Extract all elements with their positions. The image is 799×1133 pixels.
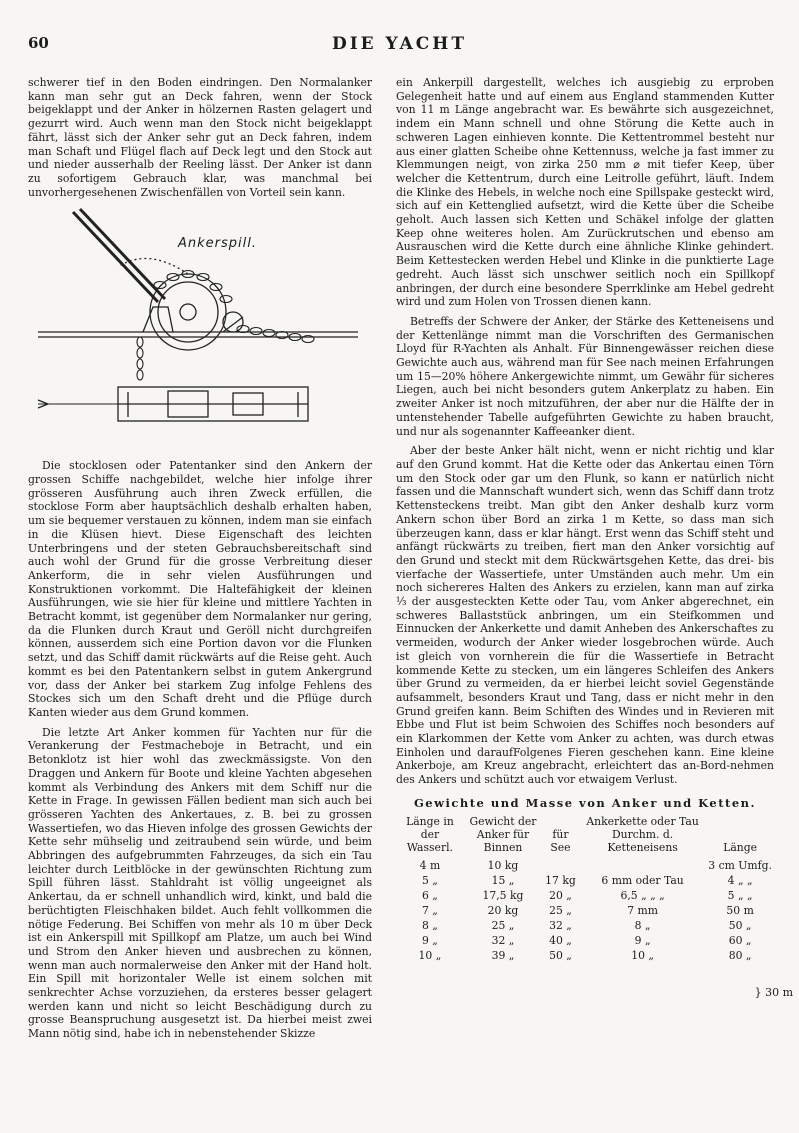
weights-table: [396, 815, 774, 963]
paragraph: Betreffs der Schwere der Anker, der Stärke des Ketteneisens und der Kettenlänge nimmt man die Vorschriften des Germanischen Lloyd für R-Yachten als Anhalt. Für Binnengewässer reichen diese Gewichte auch aus, während man für See nach meinen Erfahrungen um 15—20% höhere Ankergewichte nimmt, um Gewähr für sicheres Liegen, auch bei nicht besonders gutem Ankerplatz zu haben. Ein zweiter Anker ist noch mitzuführen, der aber nur die Hälfte der in untenstehender Tabelle aufgeführten Gewichte zu haben braucht, und nur als sogenannter Kaffeeanker dient.: [396, 314, 774, 438]
bracket-note: } 30 m: [754, 986, 793, 999]
table-row: [396, 933, 774, 948]
page-number: 60: [28, 34, 49, 52]
header-weight-inland: Gewicht der Anker für Binnen: [469, 814, 537, 854]
cell-inland: 20 kg: [487, 903, 519, 917]
cell-sea: 40 „: [549, 933, 572, 947]
cell-diameter: 8 „: [634, 918, 651, 932]
cell-inland: 15 „: [491, 873, 515, 887]
paragraph: schwerer tief in den Boden eindringen. Den Normalanker kann man sehr gut an Deck fahren, wenn der Stock beigeklappt und der Anker in hölzernen Rasten gelagert und gezurrt wird. Auch wenn man den Stock nicht beigeklappt fährt, lässt sich der Anker sehr gut an Deck fahren, indem man Schaft und Flügel flach auf Deck legt und den Stock aut und nieder ausserhalb der Reeling lässt. Der Anker ist dann zu sofortigem Gebrauch klar, was manchmal bei unvorhergesehenen Zwischenfällen von Vorteil sein kann.: [28, 76, 372, 199]
paragraph: Die letzte Art Anker kommen für Yachten nur für die Verankerung der Festmacheboje in Betracht, und ein Betonklotz ist hier wohl das zweckmässigste. Von den Draggen und Ankern für Boote und kleine Yachten abgesehen kommt als Verbindung des Ankers mit dem Schiff nur die Kette in Frage. In gewissen Fällen bedient man sich auch bei grösseren Yachten des Ankertaues, z. B. bei zu grossen Wassertiefen, wo das Hieven infolge des grossen Gewichts der Kette sehr mühselig und zeitraubend sein würde, und beim Abbringen des aufgebrummten Fahrzeuges, da sich ein Tau leichter durch Leitblöcke in der gewünschten Richtung zum Spill führen lässt. Stahldraht ist völlig ungeeignet als Ankertau, da er schnell unhandlich wird, kinkt, und bald die berüchtigten Fleischhaken bildet. Auch fehlt vollkommen die nötige Federung. Bei Schiffen von mehr als 10 m über Deck ist ein Ankerspill mit Spillkopf am Platze, um auch bei Wind und Strom den Anker hieven und ausbrechen zu können, wenn man auch normalerweise den Anker mit der Hand holt. Ein Spill mit horizontaler Welle ist einem solchen mit senkrechter Achse vorzuziehen, da ersteres besser gelagert werden kann und nicht so leicht Beschädigung durch zu grosse Beanspruchung ausgesetzt ist. Da hierbei meist zwei Mann nötig sind, habe ich in nebenstehender Skizze: [28, 725, 372, 1041]
figure-caption: Ankerspill.: [178, 236, 257, 252]
table-row: [396, 858, 774, 873]
cell-inland: 25 „: [491, 918, 515, 932]
cell-sea: 17 kg: [545, 873, 576, 887]
cell-sea: 25 „: [549, 903, 572, 917]
left-column: [28, 76, 372, 1047]
header-weight-sea: für See: [550, 827, 571, 854]
table-row: [396, 873, 774, 888]
paragraph: ein Ankerpill dargestellt, welches ich ausgiebig zu erproben Gelegenheit hatte und auf einem aus England stammenden Kutter von 11 m Länge angebracht war. Es bewährte sich ausgezeichnet, indem ein Mann schnell und ohne Störung die Kette auch in schweren Lagen einhieven konnte. Die Kettentrommel besteht nur aus einer glatten Scheibe ohne Kettennuss, welche ja fast immer zu Klemmungen neigt, von zirka 250 mm ⌀ mit tiefer Keep, über welcher die Kettentrum, durch eine Leitrolle geführt, läuft. Indem die Klinke des Hebels, in welche noch eine Spillspake gesteckt wird, sich auf ein Kettenglied aufsetzt, wird die Kette über die Scheibe geholt. Auch lassen sich Ketten und Schäkel infolge der glatten Keep ohne weiteres holen. Am Zurückrutschen und ebenso am Ausrauschen wird die Kette durch eine ähnliche Klinke gehindert. Beim Kettestecken werden Hebel und Klinke in die punktierte Lage gedreht. Auch lässt sich unschwer seitlich noch ein Spillkopf anbringen, der durch eine besondere Sperrklinke am Hebel gedreht wird und zum Holen von Trossen dienen kann.: [396, 76, 774, 309]
cell-inland: 17,5 kg: [482, 888, 524, 902]
table-row: [396, 948, 774, 963]
table-title: Gewichte und Masse von Anker und Ketten.: [413, 795, 757, 810]
running-title: DIE YACHT: [331, 34, 468, 54]
weights-table-block: [396, 797, 774, 963]
paragraph: Aber der beste Anker hält nicht, wenn er nicht richtig und klar auf den Grund kommt. Hat die Kette oder das Ankertau einen Törn um den Stock oder gar um den Flunk, so kann er natürlich nicht fassen und die Mannschaft wundert sich, wenn das Schiff dann trotz Kettensteckens treibt. Man gibt den Anker deshalb kurz vorm Ankern schon über Bord an zirka 1 m Kette, so dass man sich überzeugen kann, dass er klar hängt. Erst wenn das Schiff steht und anfängt rückwärts zu treiben, fiert man den Anker vorsichtig auf den Grund und steckt mit dem Rückwärtsgehen Kette, das drei- bis vierfache der Wassertiefe, unter Umständen auch mehr. Um ein noch sichereres Halten des Ankers zu erzielen, kann man auf zirka ⅓ der ausgesteckten Kette oder Tau, vom Anker abgerechnet, ein schweres Ballaststück anbringen, um ein Steifkommen und Einnucken der Ankerkette und damit Anheben des Ankerschaftes zu vermeiden, wodurch der Anker wieder losgebrochen würde. Auch ist gleich von vornherein die für die Wassertiefe in Betracht kommende Kette zu stecken, um ein längeres Schleifen des Ankers über Grund zu vermeiden, da er hierbei leicht soviel Gegenstände aufsammelt, besonders Kraut und Tang, dass er nicht mehr in den Grund greifen kann. Beim Schiften des Windes und in Revieren mit Ebbe und Flut ist beim Schwoien des Schiffes noch besonders auf ein Klarkommen der Kette vom Anker zu achten, was durch etwas Einholen und daraufFolgenes Fieren geschehen kann. Eine kleine Ankerboje, am Kreuz angebracht, erleichtert das an-Bord-nehmen des Ankers und schützt auch vor etwaigem Verlust.: [396, 444, 774, 787]
cell-length: 10 „: [418, 948, 442, 962]
cell-inland: 39 „: [491, 948, 515, 962]
header-chain-diameter: Ankerkette oder Tau Durchm. d. Ketteneisens: [586, 814, 699, 854]
paragraph: Die stocklosen oder Patentanker sind den Ankern der grossen Schiffe nachgebildet, welche hier infolge ihrer grösseren Ausführung auch ihren Zweck erfüllen, die stocklose Form aber hauptsächlich deshalb erhalten haben, um sie bequemer verstauen zu können, indem man sie einfach in die Klüsen hievt. Diese Eigenschaft des leichten Unterbringens und der steten Gebrauchsbereitschaft sind auch wohl der Grund für die grosse Verbreitung dieser Ankerform, die in sehr vielen Ausführungen und Konstruktionen vorkommt. Die Haltefähigkeit der kleinen Ausführungen, wie sie hier für kleine und mittlere Yachten in Betracht kommt, ist gegenüber dem Normalanker nur gering, da die Flunken durch Kraut und Geröll nicht durchgreifen können, ausserdem sich eine Portion davon vor die Flunken setzt, und das Schiff damit rückwärts auf die Reise geht. Auch kommt es bei den Patentankern selbst in gutem Ankergrund vor, dass der Anker bei starkem Zug infolge Fehlens des Stockes sich um den Schaft dreht und die Pflüge durch Kanten wieder aus dem Grund kommen.: [28, 459, 372, 719]
header-length: Länge in der Wasserl.: [406, 814, 454, 854]
cell-chain-length: 80 „: [728, 948, 752, 962]
cell-diameter: 7 mm: [627, 903, 658, 917]
cell-inland: 32 „: [491, 933, 515, 947]
cell-diameter: 10 „: [631, 948, 654, 962]
cell-length: 9 „: [421, 933, 438, 947]
ankerspill-figure: [28, 207, 372, 447]
cell-diameter: 6,5 „ „ „: [620, 888, 665, 902]
table-row: [396, 918, 774, 933]
cell-length: 7 „: [421, 903, 438, 917]
cell-sea: [542, 858, 579, 873]
cell-chain-length: 50 m: [726, 903, 754, 917]
table-header-row: [396, 815, 774, 858]
cell-chain-length: 3 cm Umfg.: [708, 858, 772, 872]
cell-sea: 50 „: [549, 948, 572, 962]
cell-length: 5 „: [421, 873, 438, 887]
cell-inland: 10 kg: [487, 858, 519, 872]
cell-sea: 32 „: [549, 918, 572, 932]
cell-length: 4 m: [419, 858, 441, 872]
cell-diameter: 6 mm oder Tau: [601, 873, 684, 887]
header-chain-length: Länge: [723, 840, 758, 854]
cell-diameter: 9 „: [634, 933, 651, 947]
cell-length: 8 „: [421, 918, 438, 932]
cell-diameter: [579, 858, 706, 873]
cell-length: 6 „: [421, 888, 438, 902]
cell-chain-length: 50 „: [728, 918, 752, 932]
cell-chain-length: 4 „ „: [727, 873, 753, 887]
table-row: [396, 903, 774, 918]
cell-chain-length: 60 „: [728, 933, 752, 947]
cell-sea: 20 „: [549, 888, 572, 902]
right-column: [396, 76, 774, 963]
cell-chain-length: 5 „ „: [727, 888, 753, 902]
table-row: [396, 888, 774, 903]
